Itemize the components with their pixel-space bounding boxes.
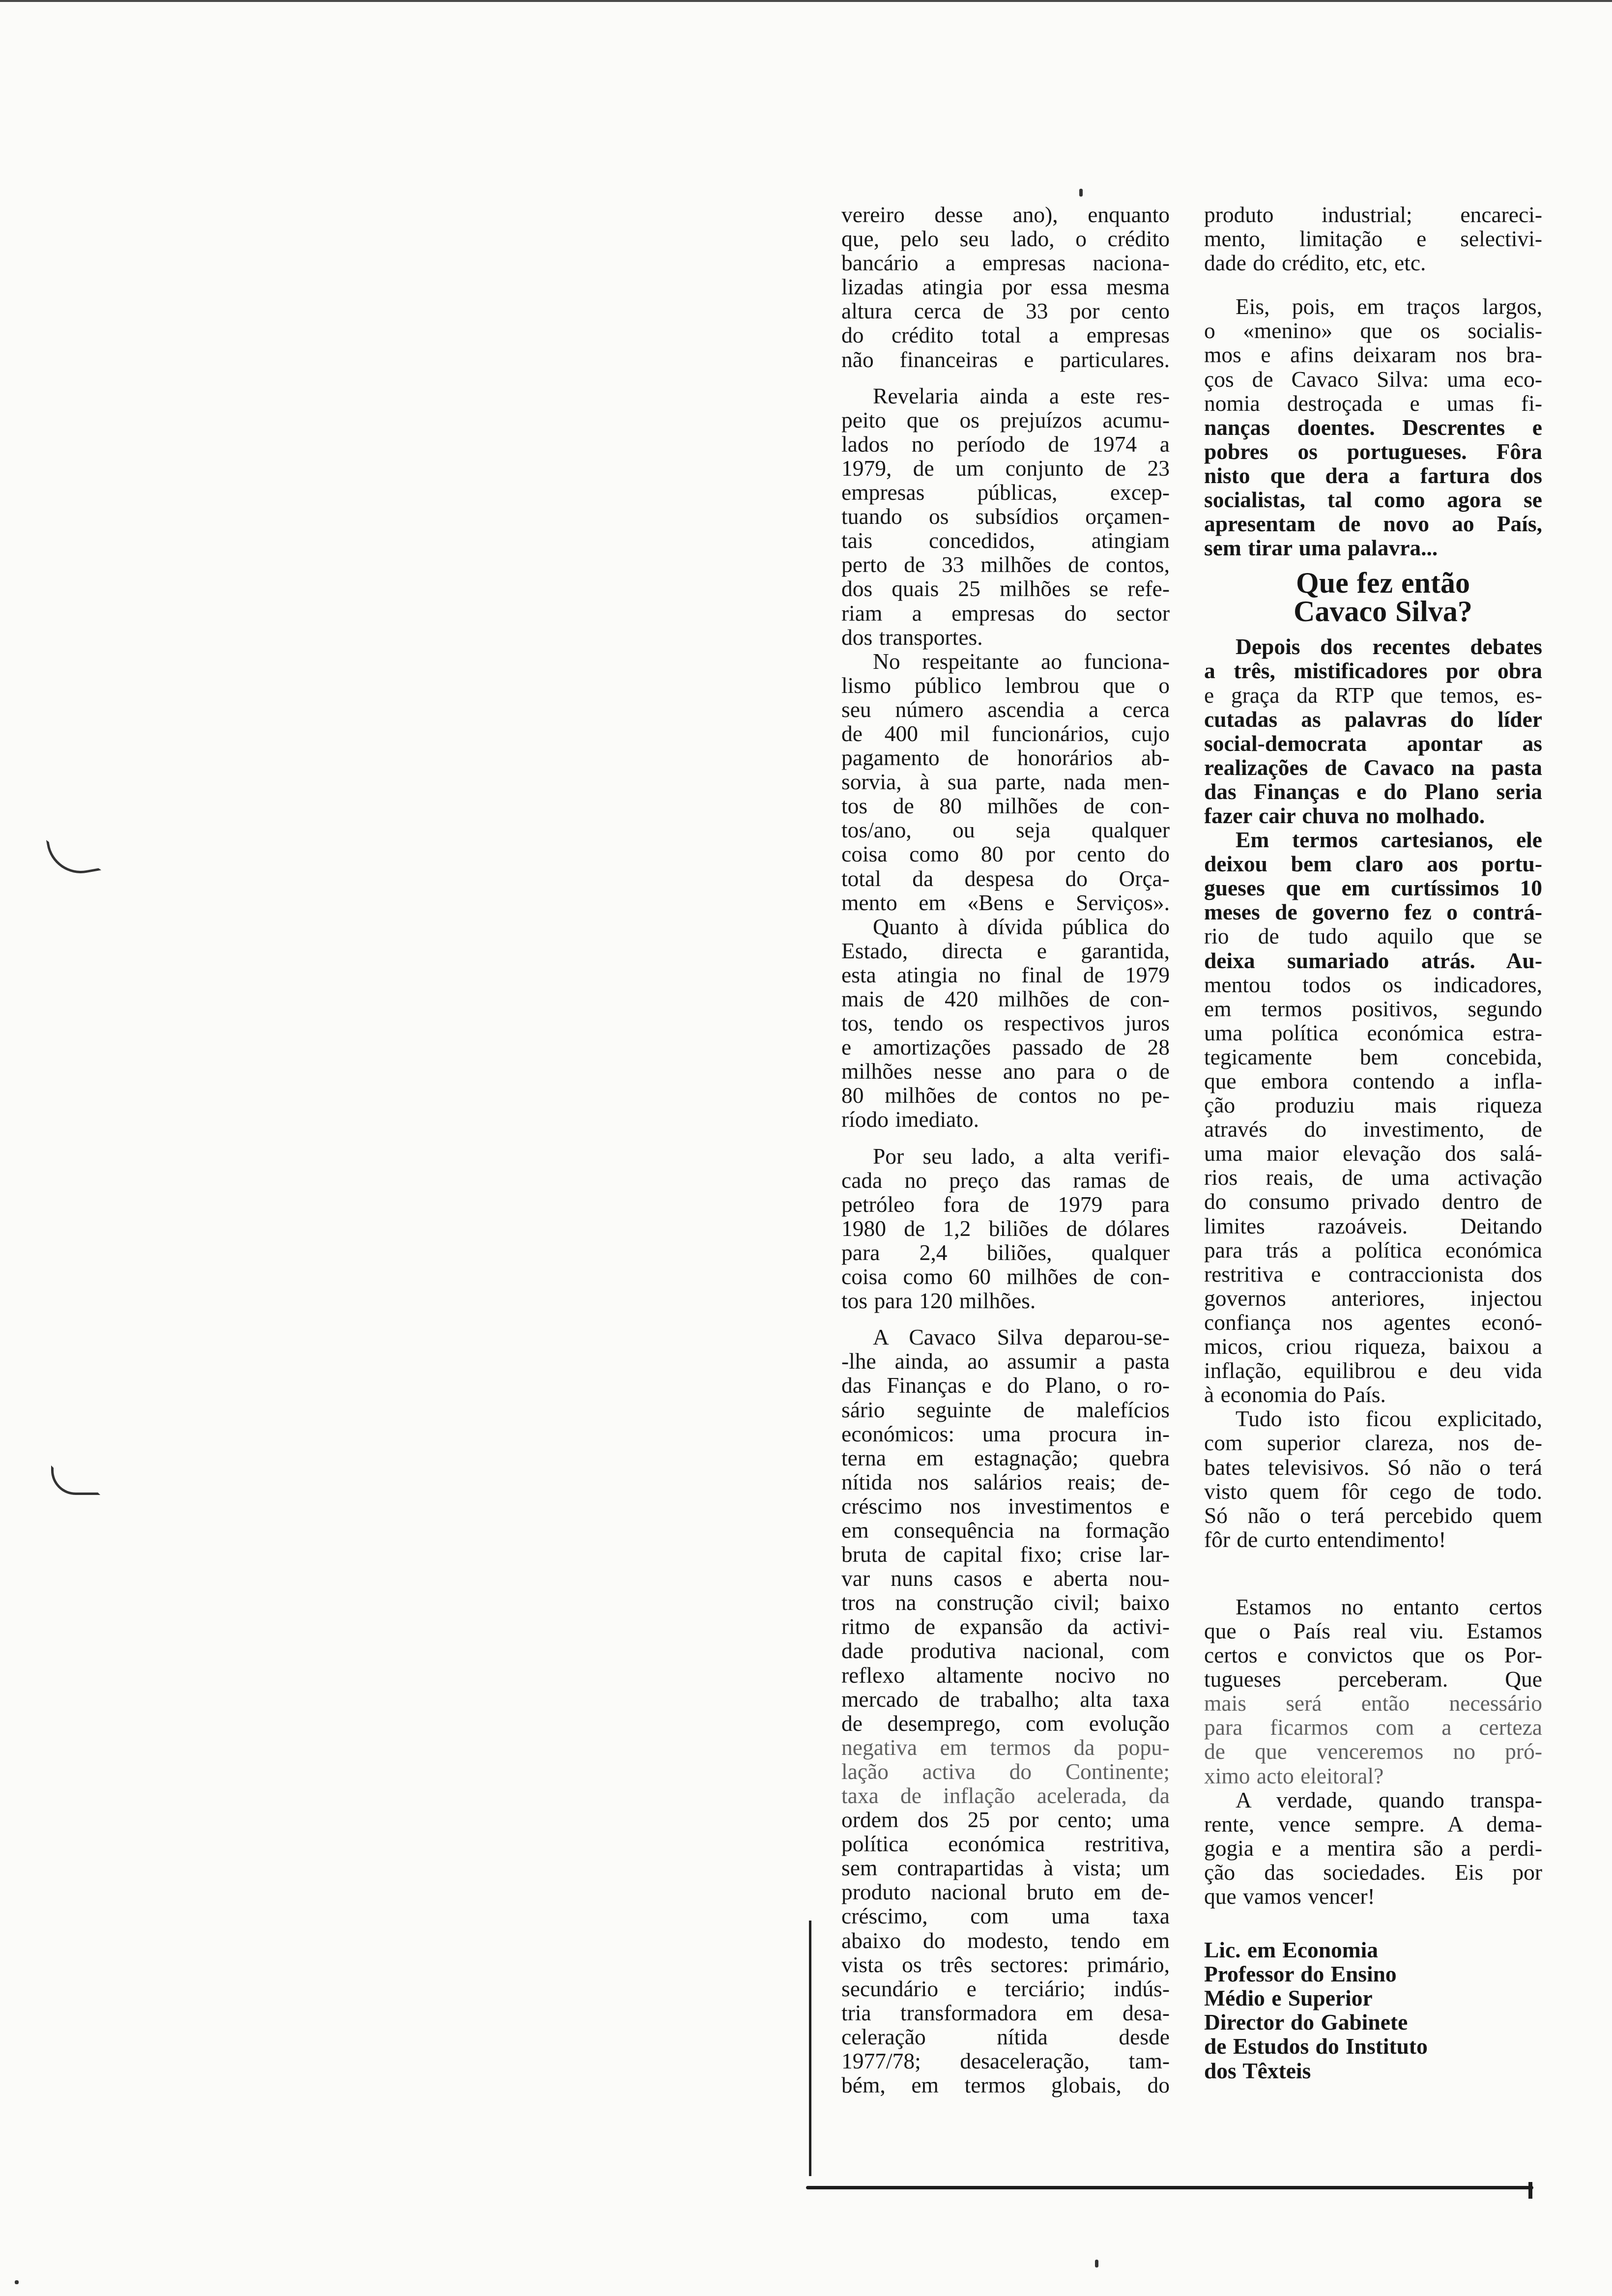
speck [1095, 2260, 1098, 2267]
signature-line: Médio e Superior [1204, 1985, 1373, 2011]
text-line: pagamento de honorários ab- [841, 745, 1170, 771]
text-line: restritiva e contraccionista dos [1204, 1261, 1542, 1287]
text-line: empresas públicas, excep- [841, 480, 1170, 505]
text-line: não financeiras e particulares. [841, 346, 1170, 372]
text-line: -lhe ainda, ao assumir a pasta [841, 1349, 1170, 1374]
text-line: sem contrapartidas à vista; um [841, 1855, 1170, 1881]
text-line: nomia destroçada e umas fi- [1204, 390, 1542, 416]
text-line: e amortizações passado de 28 [841, 1034, 1170, 1060]
text-line: deixou bem claro aos portu- [1204, 851, 1542, 877]
column-edge-line [809, 1921, 811, 2176]
text-line: reflexo altamente nocivo no [841, 1662, 1170, 1688]
text-line: tos de 80 milhões de con- [841, 793, 1170, 819]
text-line: lizadas atingia por essa mesma [841, 274, 1170, 300]
text-line: tros na construção civil; baixo [841, 1590, 1170, 1615]
text-line: Em termos cartesianos, ele [1236, 827, 1542, 853]
text-line: apresentam de novo ao País, [1204, 511, 1542, 537]
text-line: abaixo do modesto, tendo em [841, 1927, 1170, 1953]
signature-line: Director do Gabinete [1204, 2009, 1408, 2035]
text-line: inflação, equilibrou e deu vida [1204, 1358, 1542, 1383]
signature-line: Lic. em Economia [1204, 1937, 1379, 1963]
text-line: que o País real viu. Estamos [1204, 1618, 1542, 1643]
text-line: total da despesa do Orça- [841, 865, 1170, 891]
signature-line: Professor do Ensino [1204, 1961, 1397, 1987]
text-line: lados no período de 1974 a [841, 431, 1170, 457]
article-column-left [841, 202, 1170, 2097]
text-line: fôr de curto entendimento! [1204, 1526, 1446, 1552]
text-line: para trás a política económica [1204, 1237, 1542, 1263]
text-line: celeração nítida desde [841, 2024, 1170, 2049]
text-line: gogia e a mentira são a perdi- [1204, 1835, 1542, 1861]
text-line: cada no preço das ramas de [841, 1167, 1170, 1193]
bottom-rule [806, 2186, 1533, 2189]
text-line: tais concedidos, atingiam [841, 528, 1170, 553]
text-line: Quanto à dívida pública do [873, 914, 1170, 939]
text-line: meses de governo fez o contrá- [1204, 899, 1542, 925]
text-line: ritmo de expansão da activi- [841, 1614, 1170, 1639]
text-line: perto de 33 milhões de contos, [841, 552, 1170, 577]
text-line: A Cavaco Silva deparou-se- [873, 1324, 1170, 1350]
text-line: milhões nesse ano para o de [841, 1059, 1170, 1084]
text-line: tos, tendo os respectivos juros [841, 1010, 1170, 1036]
text-line: socialistas, tal como agora se [1204, 487, 1542, 513]
text-line: altura cerca de 33 por cento [841, 298, 1170, 324]
author-signature [1204, 1938, 1542, 2083]
text-line: coisa como 80 por cento do [841, 841, 1170, 867]
text-line: mercado de trabalho; alta taxa [841, 1686, 1170, 1712]
text-line: nanças doentes. Descrentes e [1204, 414, 1542, 440]
text-line: mais de 420 milhões de con- [841, 986, 1170, 1011]
text-line: sorvia, à sua parte, nada men- [841, 769, 1170, 795]
text-line: 1979, de um conjunto de 23 [841, 455, 1170, 481]
text-line: rios reais, de uma activação [1204, 1165, 1542, 1190]
text-line: produto industrial; encareci- [1204, 202, 1542, 227]
text-line: que vamos vencer! [1204, 1884, 1375, 1909]
text-line: dos quais 25 milhões se refe- [841, 576, 1170, 602]
heading-line: Cavaco Silva? [1294, 595, 1472, 628]
text-line: tegicamente bem concebida, [1204, 1044, 1542, 1069]
text-line: de que venceremos no pró- [1204, 1739, 1542, 1764]
text-line: créscimo, com uma taxa [841, 1903, 1170, 1929]
text-line: mento em «Bens e Serviços». [841, 890, 1170, 915]
text-line: vista os três sectores: primário, [841, 1952, 1170, 1977]
text-line: uma política económica estra- [1204, 1020, 1542, 1045]
text-line: Por seu lado, a alta verifi- [873, 1143, 1170, 1169]
text-line: para ficarmos com a certeza [1204, 1715, 1542, 1740]
speck [15, 2280, 19, 2284]
text-line: sário seguinte de malefícios [841, 1397, 1170, 1422]
text-line: realizações de Cavaco na pasta [1204, 754, 1542, 780]
text-line: do consumo privado dentro de [1204, 1189, 1542, 1214]
text-line: governos anteriores, injectou [1204, 1285, 1542, 1311]
text-line: política económica restritiva, [841, 1831, 1170, 1857]
heading-line: Que fez então [1296, 567, 1470, 600]
text-line: a três, mistificadores por obra [1204, 658, 1542, 684]
text-line: ríodo imediato. [841, 1107, 979, 1132]
text-line: tos para 120 milhões. [841, 1288, 1036, 1314]
text-line: rente, vence sempre. A dema- [1204, 1811, 1542, 1837]
text-line: o «menino» que os socialis- [1204, 318, 1542, 344]
text-line: fazer cair chuva no molhado. [1204, 803, 1485, 828]
text-line: bém, em termos globais, do [841, 2072, 1170, 2098]
text-line: Estamos no entanto certos [1236, 1594, 1542, 1619]
text-line: var nuns casos e aberta nou- [841, 1566, 1170, 1591]
text-line: com superior clareza, nos de- [1204, 1430, 1542, 1456]
text-line: através do investimento, de [1204, 1117, 1542, 1142]
text-line: nítida nos salários reais; de- [841, 1469, 1170, 1494]
text-line: Revelaria ainda a este res- [873, 383, 1170, 408]
text-line: visto quem fôr cego de todo. [1204, 1478, 1542, 1504]
text-line: ços de Cavaco Silva: uma eco- [1204, 366, 1542, 392]
text-line: das Finanças e do Plano, o ro- [841, 1373, 1170, 1398]
signature-line: dos Têxteis [1204, 2058, 1311, 2083]
page-top-border [0, 0, 1612, 2]
text-line: tuando os subsídios orçamen- [841, 504, 1170, 529]
text-line: das Finanças e do Plano seria [1204, 778, 1542, 804]
text-line: deixa sumariado atrás. Au- [1204, 947, 1542, 973]
text-line: bruta de capital fixo; crise lar- [841, 1542, 1170, 1567]
text-line: taxa de inflação acelerada, da [841, 1783, 1170, 1808]
text-line: terna em estagnação; quebra [841, 1445, 1170, 1470]
text-line: em consequência na formação [841, 1517, 1170, 1543]
article-column-right [1204, 202, 1542, 2083]
text-line: peito que os prejuízos acumu- [841, 407, 1170, 432]
text-line: esta atingia no final de 1979 [841, 962, 1170, 987]
text-line: mentou todos os indicadores, [1204, 972, 1542, 997]
text-line: uma maior elevação dos salá- [1204, 1141, 1542, 1166]
text-line: de desemprego, com evolução [841, 1710, 1170, 1736]
speck [1079, 189, 1083, 197]
text-line: Depois dos recentes debates [1236, 634, 1542, 660]
text-line: limites razoáveis. Deitando [1204, 1213, 1542, 1238]
text-line: do crédito total a empresas [841, 322, 1170, 348]
text-line: para 2,4 biliões, qualquer [841, 1239, 1170, 1265]
text-line: ção produziu mais riqueza [1204, 1092, 1542, 1118]
margin-pen-mark [51, 1465, 100, 1495]
text-line: coisa como 60 milhões de con- [841, 1264, 1170, 1290]
signature-line: de Estudos do Instituto [1204, 2034, 1428, 2059]
text-line: A verdade, quando transpa- [1236, 1787, 1542, 1812]
text-line: social-democrata apontar as [1204, 730, 1542, 756]
text-line: confiança nos agentes econó- [1204, 1309, 1542, 1335]
text-line: económicos: uma procura in- [841, 1421, 1170, 1446]
text-line: sem tirar uma palavra... [1204, 535, 1438, 561]
text-line: lismo público lembrou que o [841, 672, 1170, 698]
text-line: negativa em termos da popu- [841, 1734, 1170, 1760]
text-line: ordem dos 25 por cento; uma [841, 1807, 1170, 1833]
text-line: Só não o terá percebido quem [1204, 1502, 1542, 1528]
text-line: certos e convictos que os Por- [1204, 1642, 1542, 1668]
text-line: tos/ano, ou seja qualquer [841, 817, 1170, 843]
text-line: dade do crédito, etc, etc. [1204, 250, 1426, 276]
text-line: riam a empresas do sector [841, 600, 1170, 626]
text-line: em termos positivos, segundo [1204, 996, 1542, 1021]
text-line: que, pelo seu lado, o crédito [841, 226, 1170, 252]
text-line: rio de tudo aquilo que se [1204, 923, 1542, 949]
text-line: mento, limitação e selectivi- [1204, 226, 1542, 252]
text-line: nisto que dera a fartura dos [1204, 462, 1542, 488]
text-line: dade produtiva nacional, com [841, 1638, 1170, 1664]
text-line: secundário e terciário; indús- [841, 1976, 1170, 2001]
text-line: vereiro desse ano), enquanto [841, 202, 1170, 227]
text-line: gueses que em curtíssimos 10 [1204, 875, 1542, 901]
text-line: 1980 de 1,2 biliões de dólares [841, 1215, 1170, 1241]
bottom-rule-end [1528, 2182, 1532, 2199]
text-line: bancário a empresas naciona- [841, 250, 1170, 276]
text-line: 80 milhões de contos no pe- [841, 1083, 1170, 1108]
text-line: lação activa do Continente; [841, 1758, 1170, 1784]
text-line: micos, criou riqueza, baixou a [1204, 1334, 1542, 1359]
text-line: tria transformadora em desa- [841, 2000, 1170, 2025]
text-line: seu número ascendia a cerca [841, 696, 1170, 722]
section-heading [1204, 569, 1542, 626]
text-line: pobres os portugueses. Fôra [1204, 438, 1542, 464]
text-line: ção das sociedades. Eis por [1204, 1859, 1542, 1885]
text-line: dos transportes. [841, 624, 983, 650]
text-line: Tudo isto ficou explicitado, [1236, 1406, 1542, 1432]
text-line: de 400 mil funcionários, cujo [841, 720, 1170, 746]
text-line: No respeitante ao funciona- [873, 648, 1170, 674]
text-line: cutadas as palavras do líder [1204, 706, 1542, 732]
text-line: e graça da RTP que temos, es- [1204, 682, 1542, 708]
text-line: créscimo nos investimentos e [841, 1493, 1170, 1519]
text-line: Estado, directa e garantida, [841, 938, 1170, 963]
margin-pen-mark [46, 832, 101, 879]
text-line: ximo acto eleitoral? [1204, 1763, 1384, 1788]
text-line: tugueses perceberam. Que [1204, 1666, 1542, 1692]
text-line: mos e afins deixaram nos bra- [1204, 342, 1542, 368]
text-line: à economia do País. [1204, 1382, 1386, 1407]
text-line: que embora contendo a infla- [1204, 1068, 1542, 1093]
text-line: mais será então necessário [1204, 1691, 1542, 1716]
text-line: produto nacional bruto em de- [841, 1879, 1170, 1905]
text-line: 1977/78; desaceleração, tam- [841, 2048, 1170, 2074]
text-line: Eis, pois, em traços largos, [1236, 294, 1542, 319]
text-line: petróleo fora de 1979 para [841, 1191, 1170, 1217]
text-line: bates televisivos. Só não o terá [1204, 1454, 1542, 1480]
